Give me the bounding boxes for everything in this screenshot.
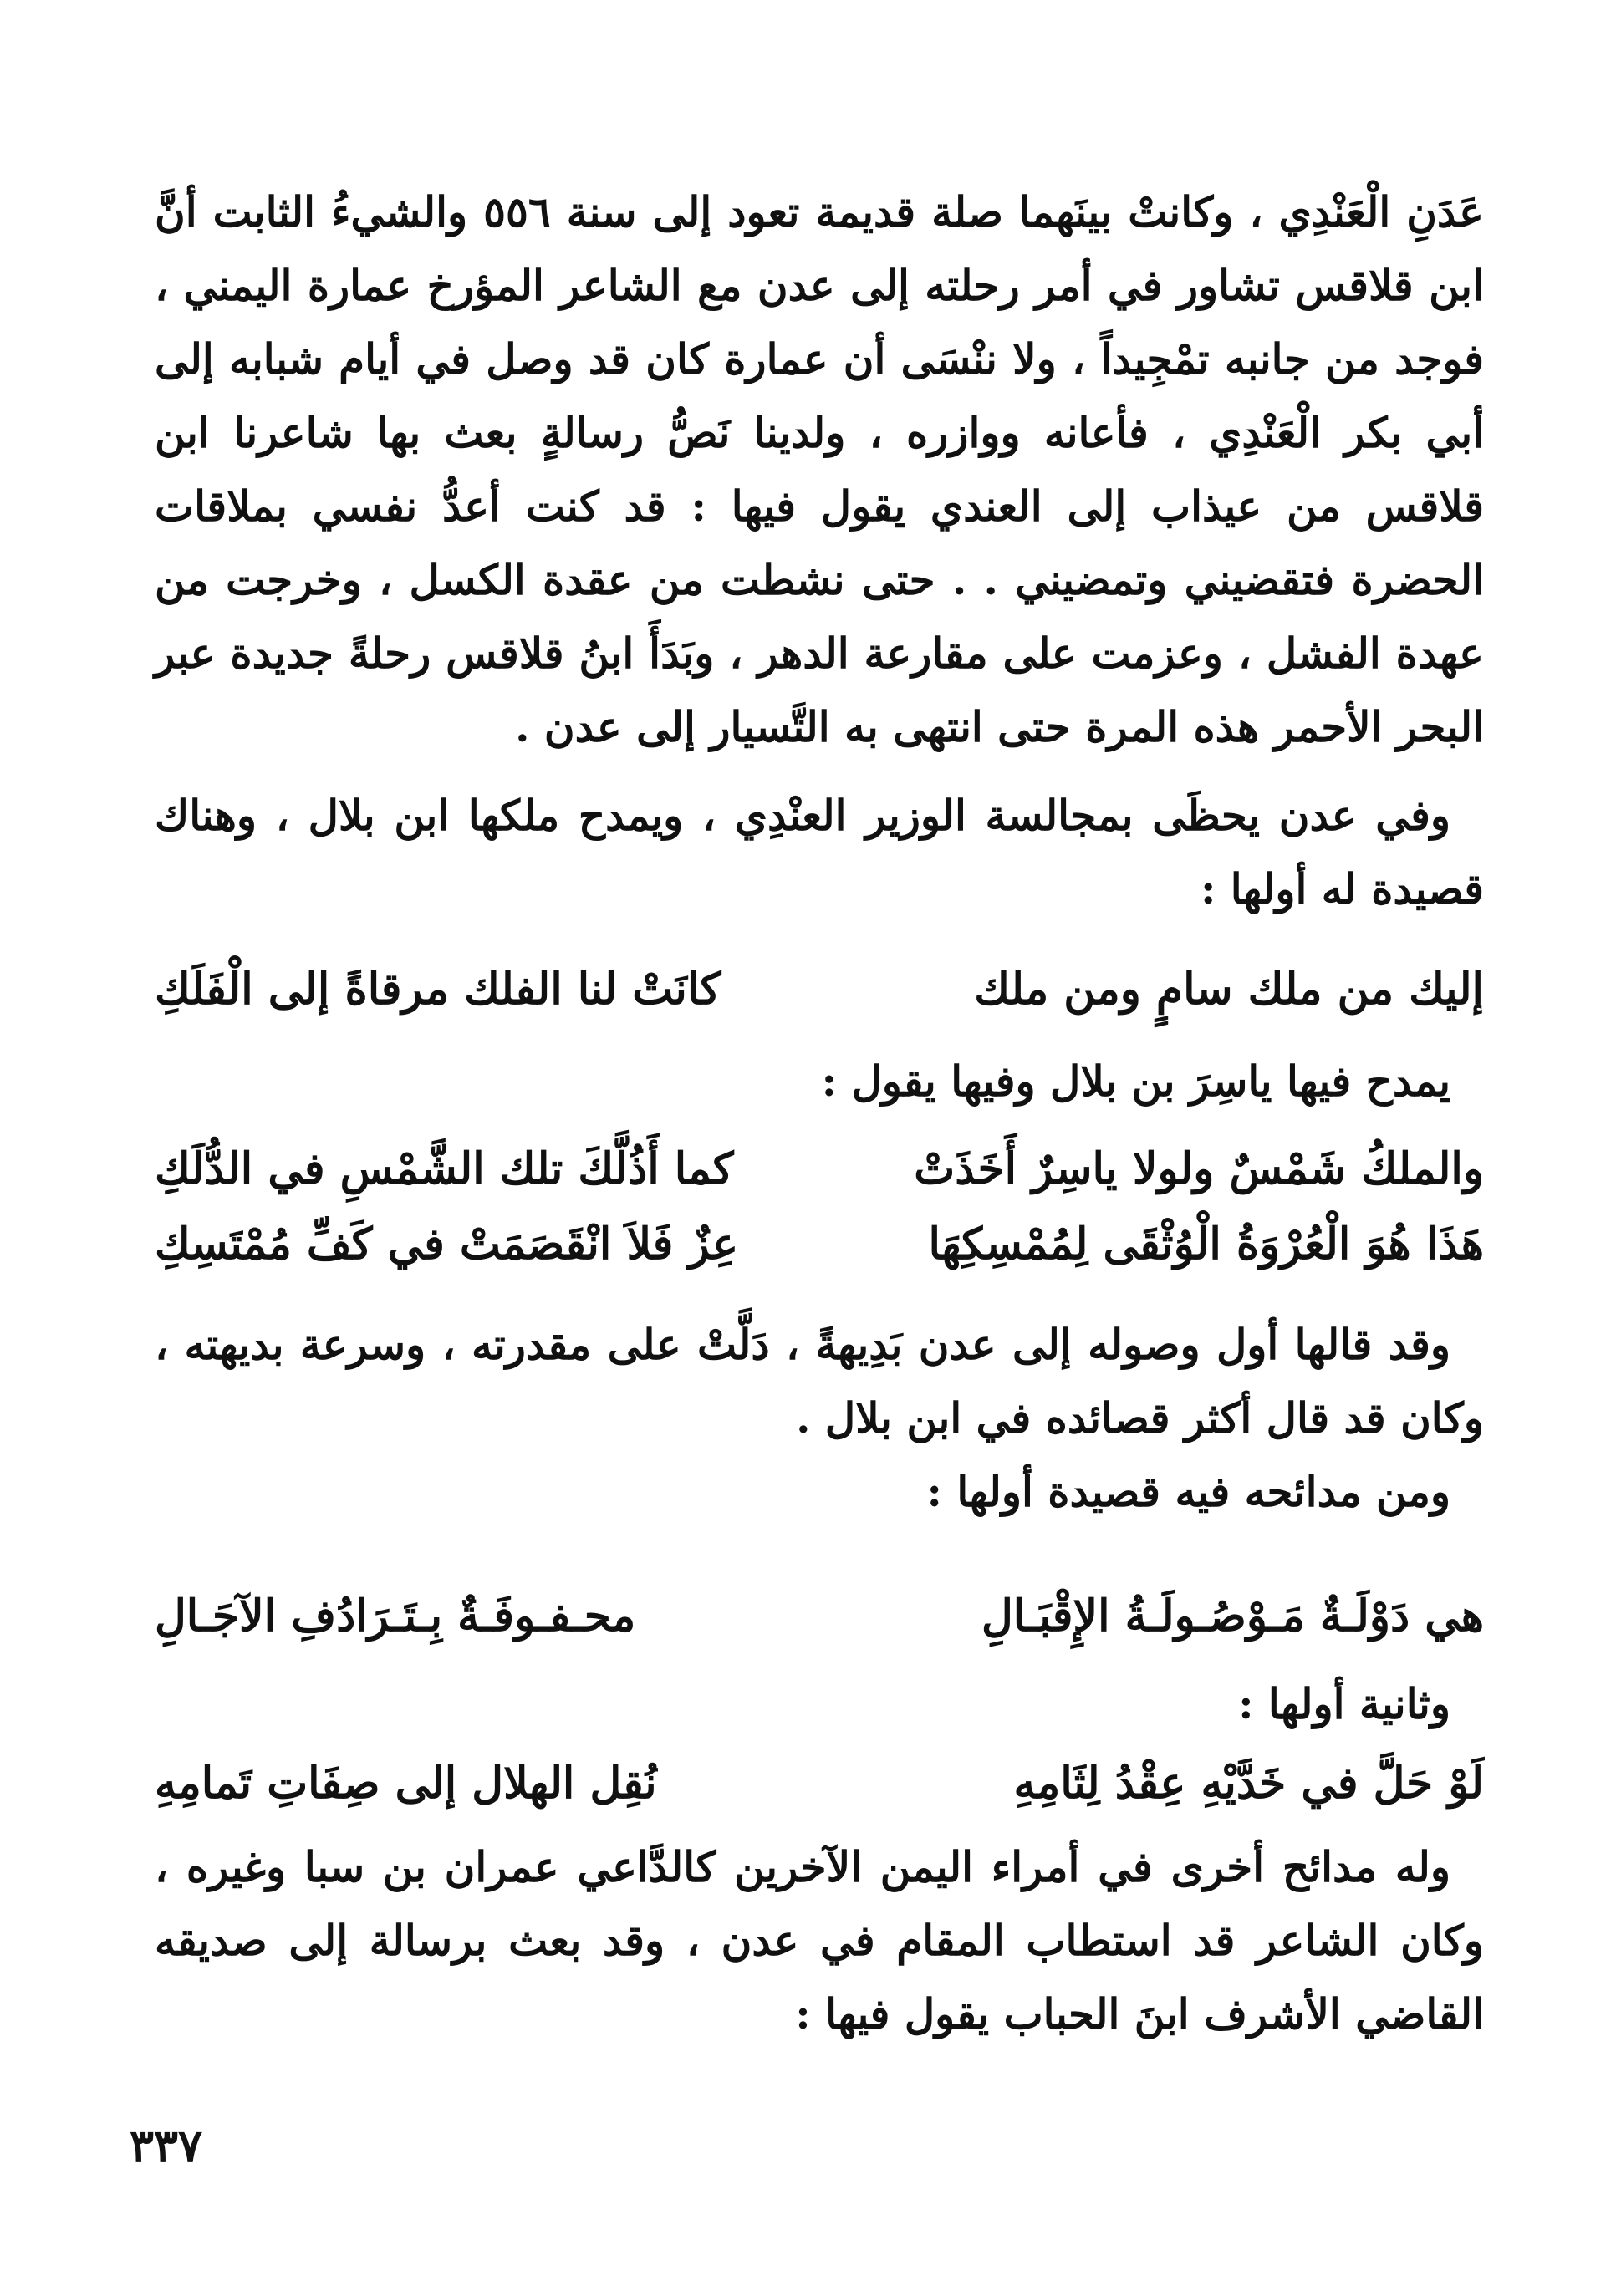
verse-4-first-hemistich: هي دَوْلَـةٌ مَـوْصُـولَـةُ الإِقْبَـالِ xyxy=(981,1591,1484,1642)
paragraph-7: وله مدائح أخرى في أمراء اليمن الآخرين كالدَّاعي عمران بن سبا وغيره ، وكان الشاعر قد استطاب المقام في عدن ، وقد بعث برسالة إلى صديقه القاضي الأشرف ابنَ الحباب يقول فيها : xyxy=(155,1842,1484,2039)
body-text-bottom xyxy=(155,1830,1484,2051)
verse-2-second-hemistich: كما أَذُلَّكَ تلك الشَّمْسِ في الدُّلَكِ xyxy=(155,1143,734,1194)
paragraph-6: وثانية أولها : xyxy=(1238,1679,1450,1728)
verse-3 xyxy=(155,1208,1484,1281)
verse-1-second-hemistich: كانَتْ لنا الفلك مرقاةً إلى الْفَلَكِ xyxy=(155,964,721,1015)
verse-5-second-hemistich: نُقِل الهلال إلى صِفَاتِ تَمامِهِ xyxy=(155,1758,657,1809)
verse-5 xyxy=(155,1747,1484,1820)
verse-4 xyxy=(155,1580,1484,1653)
verse-3-first-hemistich: هَذَا هُوَ الْعُرْوَةُ الْوُثْقَى لِمُمْسِكِهَا xyxy=(928,1219,1484,1270)
verse-2-first-hemistich: والملكُ شَمْسٌ ولولا ياسِرٌ أَخَذَتْ xyxy=(914,1143,1484,1194)
page-number: ٣٣٧ xyxy=(130,2119,203,2172)
body-text-top xyxy=(155,176,1484,764)
verse-1 xyxy=(155,953,1484,1026)
paragraph-3: يمدح فيها ياسِرَ بن بلال وفيها يقول : xyxy=(821,1056,1450,1106)
verse-4-second-hemistich: محـفـوفَـةٌ بِـتَـرَادُفِ الآجَـالِ xyxy=(155,1591,636,1642)
verse-2 xyxy=(155,1133,1484,1206)
paragraph-2: وفي عدن يحظَى بمجالسة الوزير العنْدِي ، ويمدح ملكها ابن بلال ، وهناك قصيدة له أولها : xyxy=(155,791,1484,914)
paragraph-5: ومن مدائحه فيه قصيدة أولها : xyxy=(926,1467,1450,1516)
body-text-second-poem-intro xyxy=(155,1667,1484,1741)
paragraph-4: وقد قالها أول وصوله إلى عدن بَدِيهةً ، دَلَّتْ على مقدرته ، وسرعة بديهته ، وكان قد قال أكثر قصائده في ابن بلال . xyxy=(155,1320,1484,1443)
verse-5-first-hemistich: لَوْ حَلَّ في خَدَّيْهِ عِقْدُ لِثَامِهِ xyxy=(1013,1758,1484,1809)
body-text-verse-intro xyxy=(155,1045,1484,1118)
body-text-middle xyxy=(155,1308,1484,1529)
verse-1-first-hemistich: إليك من ملك سامٍ ومن ملك xyxy=(974,964,1484,1015)
body-text-intro xyxy=(155,779,1484,926)
paragraph-1: عَدَنِ الْعَنْدِي ، وكانتْ بينَهما صلة قديمة تعود إلى سنة ٥٥٦ والشيءُ الثابت أنَّ ابن قلاقس تشاور في أمر رحلته إلى عدن مع الشاعر المؤرخ عمارة اليمني ، فوجد من جانبه تمْجِيداً ، ولا ننْسَى أن عمارة كان قد وصل في أيام شبابه إلى أبي بكر الْعَنْدِي ، فأعانه ووازره ، ولدينا نَصُّ رسالةٍ بعث بها شاعرنا ابن قلاقس من عيذاب إلى العندي يقول فيها : قد كنت أعدُّ نفسي بملاقات الحضرة فتقضيني وتمضيني . . حتى نشطت من عقدة الكسل ، وخرجت من عهدة الفشل ، وعزمت على مقارعة الدهر ، وبَدَأَ ابنُ قلاقس رحلةً جديدة عبر البحر الأحمر هذه المرة حتى انتهى به التَّسيار إلى عدن . xyxy=(155,187,1485,751)
verse-3-second-hemistich: عِزٌ فَلاَ انْقَصَمَتْ في كَفِّ مُمْتَسِكِ xyxy=(155,1219,739,1270)
